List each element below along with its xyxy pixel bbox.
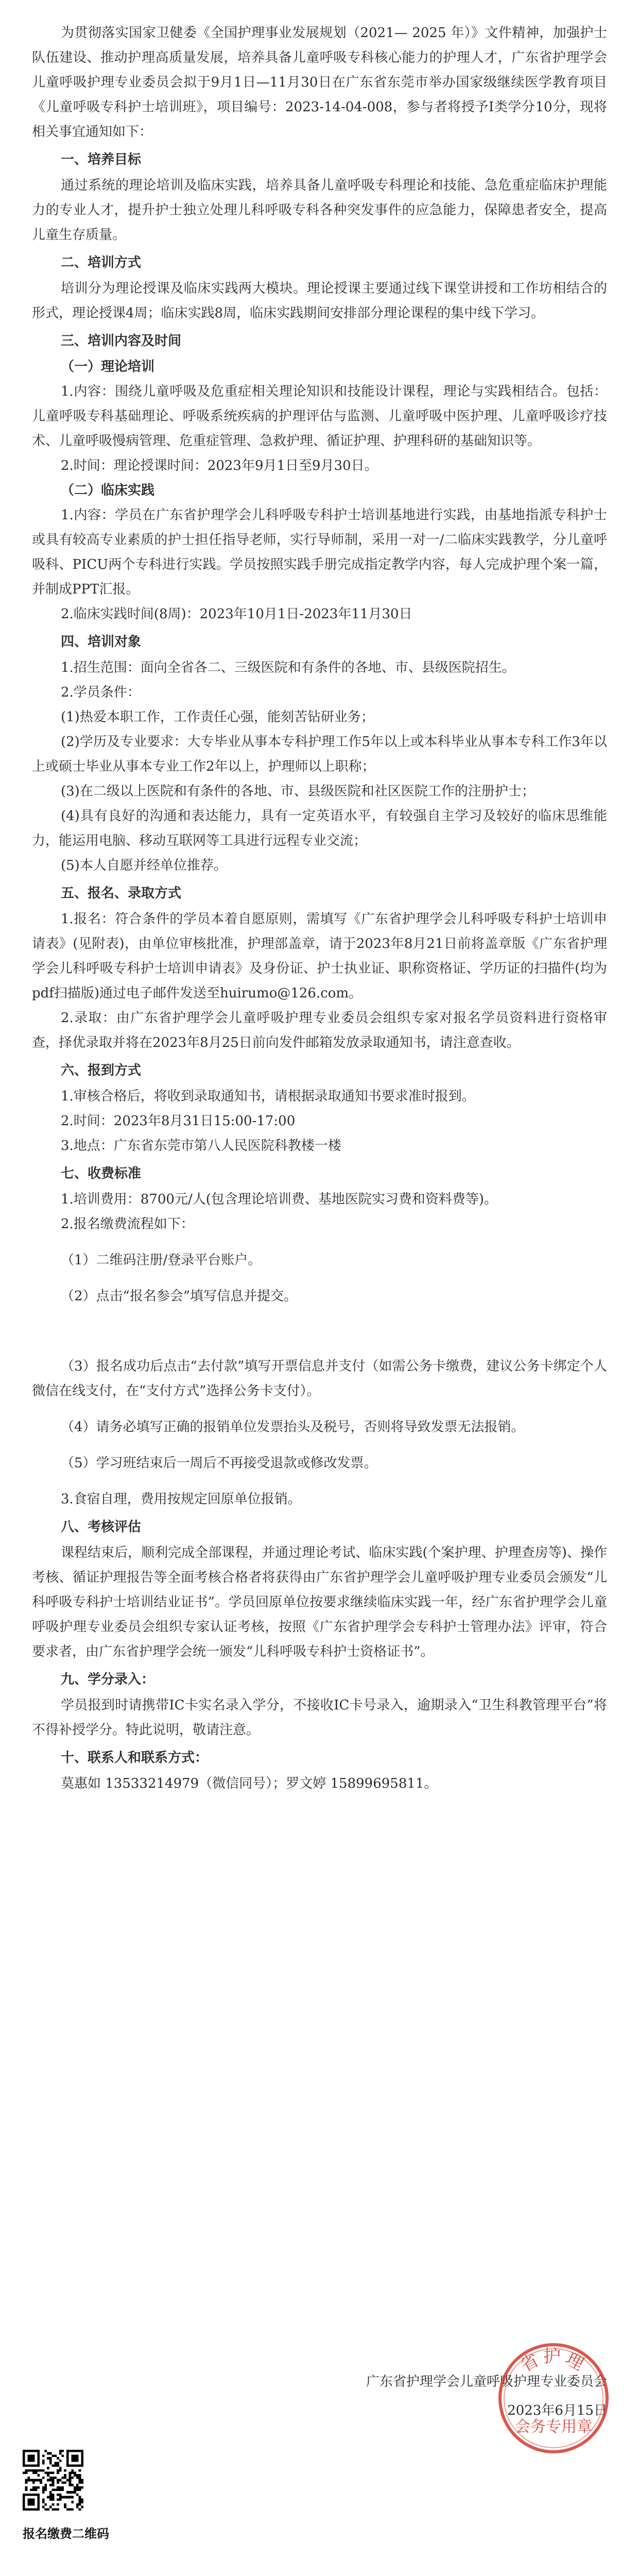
section-6-heading: 六、报到方式 — [61, 1063, 142, 1078]
section-6-item-1: 1.审核合格后，将收到录取通知书，请根据录取通知书要求准时报到。 — [61, 1089, 475, 1104]
section-4-item-2: 2.学员条件： — [61, 685, 141, 700]
registration-qr-code[interactable] — [23, 2450, 83, 2511]
section-7-accommodation: 3.食宿自理，费用按规定回原单位报销。 — [61, 1492, 301, 1507]
section-7-step-5: （5）学习班结束后一周后不再接受退款或修改发票。 — [61, 1455, 377, 1471]
section-3-sub2-heading: （二）临床实践 — [61, 483, 155, 498]
intro-paragraph: 为贯彻落实国家卫健委《全国护理事业发展规划（2021— 2025 年）》文件精神，加强护士队伍建设、推动护理高质量发展，培养具备儿童呼吸专科核心能力的护理人才，广东省护理学会儿童呼吸护理专业委员会拟于9月1日—11月30日在广东省东莞市举办国家级继续医学教育项目《儿童呼吸专科护士培训班》，项目编号：2023-14-04-008，参与者将授予Ⅰ类学分10分，现将相关事宜通知如下： — [32, 25, 607, 140]
section-5-registration — [32, 907, 607, 1006]
section-1-text: 通过系统的理论培训及临床实践，培养具备儿童呼吸专科理论和技能、急危重症临床护理能力的专业人才，提升护士独立处理儿科呼吸专科各种突发事件的应急能力，保障患者安全，提高儿童生存质量。 — [32, 178, 607, 243]
signature-date: 2023年6月15日 — [507, 2403, 607, 2418]
section-4-heading: 四、培训对象 — [61, 634, 142, 650]
section-7-fee: 1.培训费用：8700元/人(包含理论培训费、基地医院实习费和资料费等)。 — [61, 1192, 498, 1207]
official-seal-stamp — [494, 2339, 613, 2458]
notice-body — [32, 21, 607, 1796]
section-7-step-2: （2）点击“报名参会”填写信息并提交。 — [61, 1289, 298, 1304]
section-4-item-1: 1.招生范围：面向全省各二、三级医院和有条件的各地、市、县级医院招生。 — [61, 660, 515, 675]
section-5-registration-text: 1.报名：符合条件的学员本着自愿原则，需填写《广东省护理学会儿科呼吸专科护士培训申请表》(见附表)，由单位审核批准，护理部盖章，请于2023年8月21日前将盖章版《广东省护理学会儿科呼吸专科护士培训申请表》及身份证、护士执业证、职称资格证、学历证的扫描件(均为pdf扫描版)通过电子邮件发送至 — [32, 911, 607, 1001]
signature-org: 广东省护理学会儿童呼吸护理专业委员会 — [366, 2374, 607, 2389]
section-2-heading: 二、培训方式 — [61, 255, 142, 270]
section-5-heading: 五、报名、录取方式 — [61, 886, 182, 901]
section-7-heading: 七、收费标准 — [61, 1166, 142, 1181]
section-10-contacts: 莫惠如 13533214979（微信同号）；罗文婷 15899695811。 — [61, 1776, 438, 1791]
section-10-heading: 十、联系人和联系方式： — [61, 1750, 209, 1766]
contact-email-link[interactable]: huirumo@126.com — [220, 986, 349, 1001]
section-3-sub1-heading: （一）理论培训 — [61, 359, 155, 375]
section-5-registration-end: 。 — [349, 986, 362, 1001]
section-9-text: 学员报到时请携带IC卡实名录入学分，不接收IC卡号录入，逾期录入“卫生科教管理平台”将不得补授学分。特此说明，敬请注意。 — [32, 1698, 607, 1738]
section-9-heading: 九、学分录入： — [61, 1672, 155, 1687]
section-3-sub1-content: 1.内容：围绕儿童呼吸及危重症相关理论知识和技能设计课程，理论与实践相结合。包括：儿童呼吸专科基础理论、呼吸系统疾病的护理评估与监测、儿童呼吸中医护理、儿童呼吸诊疗技术、儿童呼吸慢病管理、危重症管理、急救护理、循证护理、护理科研的基础知识等。 — [32, 384, 607, 449]
section-7-step-1: （1）二维码注册/登录平台账户。 — [61, 1252, 262, 1268]
section-4-condition-2: (2)学历及专业要求：大专毕业从事本专科护理工作5年以上或本科毕业从事本专科工作3年以上或硕士毕业从事本专业工作2年以上，护理师以上职称； — [32, 734, 607, 774]
seal-top-text: 省护理 — [517, 2346, 590, 2377]
seal-bottom-text: 会务专用章 — [515, 2418, 592, 2436]
section-4-condition-1: (1)热爱本职工作，工作责任心强，能刻苦钻研业务； — [61, 709, 374, 725]
section-4-condition-4: (4)具有良好的沟通和表达能力，具有一定英语水平，有较强自主学习及较好的临床思维能力，能运用电脑、移动互联网等工具进行远程专业交流； — [32, 808, 607, 849]
section-6-item-3: 3.地点：广东省东莞市第八人民医院科教楼一楼 — [61, 1138, 341, 1154]
section-7-step-4: （4）请务必填写正确的报销单位发票抬头及税号，否则将导致发票无法报销。 — [61, 1419, 525, 1435]
section-3-heading: 三、培训内容及时间 — [61, 333, 182, 349]
section-7-step-3: （3）报名成功后点击“去付款”填写开票信息并支付（如需公务卡缴费，建议公务卡绑定个人微信在线支付，在“支付方式”选择公务卡支付）。 — [32, 1359, 607, 1399]
section-2-text: 培训分为理论授课及临床实践两大模块。理论授课主要通过线下课堂讲授和工作坊相结合的形式，理论授课4周；临床实践8周，临床实践期间安排部分理论课程的集中线下学习。 — [32, 281, 607, 321]
section-5-admission: 2.录取：由广东省护理学会儿童呼吸护理专业委员会组织专家对报名学员资料进行资格审查，择优录取并将在2023年8月25日前向发件邮箱发放录取通知书，请注意查收。 — [32, 1010, 607, 1050]
section-8-heading: 八、考核评估 — [61, 1519, 142, 1535]
qr-caption: 报名缴费二维码 — [23, 2527, 109, 2541]
section-7-process: 2.报名缴费流程如下： — [61, 1216, 194, 1232]
section-6-item-2: 2.时间：2023年8月31日15:00-17:00 — [61, 1113, 296, 1129]
section-8-text: 课程结束后，顺利完成全部课程，并通过理论考试、临床实践(个案护理、护理查房等)、操作考核、循证护理报告等全面考核合格者将获得由广东省护理学会儿童呼吸护理专业委员会颁发“儿科呼吸专科护士培训结业证书”。学员回原单位按要求继续临床实践一年，经广东省护理学会儿童呼吸护理专业委员会组织专家认证考核，按照《广东省护理学会专科护士管理办法》评审，符合要求者，由广东省护理学会统一颁发“儿科呼吸专科护士资格证书”。 — [32, 1545, 607, 1659]
section-4-condition-3: (3)在二级以上医院和有条件的各地、市、县级医院和社区医院工作的注册护士； — [61, 784, 535, 799]
section-3-sub2-content: 1.内容：学员在广东省护理学会儿科呼吸专科护士培训基地进行实践，由基地指派专科护士或具有较高专业素质的护士担任指导老师，实行导师制，采用一对一/二临床实践教学，分儿童呼吸科、PICU两个专科进行实践。学员按照实践手册完成指定教学内容，每人完成护理个案一篇，并制成PPT汇报。 — [32, 507, 607, 597]
section-1-heading: 一、培养目标 — [61, 152, 142, 167]
section-3-sub2-time: 2.临床实践时间(8周)：2023年10月1日-2023年11月30日 — [61, 606, 412, 622]
section-3-sub1-time: 2.时间：理论授课时间：2023年9月1日至9月30日。 — [61, 458, 378, 473]
section-4-condition-5: (5)本人自愿并经单位推荐。 — [61, 858, 227, 873]
